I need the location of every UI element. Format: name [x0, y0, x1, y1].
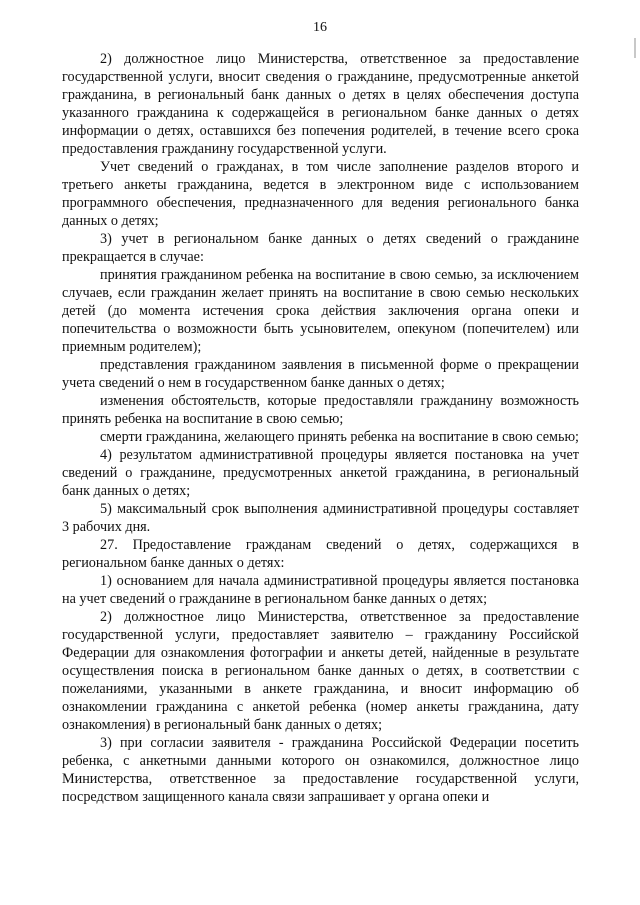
paragraph-section-27-item-3: 3) при согласии заявителя - гражданина Российской Федерации посетить ребенка, с анкетными данными которого он ознакомился, должностное лицо Министерства, ответственное за предоставление государственной услуги, посредством защищенного канала связи запрашивает у органа опеки и [62, 735, 579, 805]
paragraph-section-27-item-1: 1) основанием для начала административной процедуры является постановка на учет сведений о гражданине в региональном банке данных о детях; [62, 573, 579, 607]
paragraph-case-application: представления гражданином заявления в письменной форме о прекращении учета сведений о нем в государственном банке данных о детях; [62, 357, 579, 391]
paragraph-item-2-data-entry: 2) должностное лицо Министерства, ответственное за предоставление государственной услуги, вносит сведения о гражданине, предусмотренные анкетой гражданина, в региональный банк данных о детях в целях обеспечения доступа указанного гражданина к содержащейся в региональном банке данных о детях информации о детях, оставшихся без попечения родителей, в течение всего срока предоставления гражданину государственной услуги. [62, 51, 579, 157]
paragraph-section-27: 27. Предоставление гражданам сведений о детях, содержащихся в региональном банке данных о детях: [62, 537, 579, 571]
document-body [62, 50, 579, 806]
paragraph-item-3-termination: 3) учет в региональном банке данных о детях сведений о гражданине прекращается в случае: [62, 231, 579, 265]
paragraph-item-4-result: 4) результатом административной процедуры является постановка на учет сведений о гражданине, предусмотренных анкетой гражданина, в региональный банк данных о детях; [62, 447, 579, 499]
paragraph-item-5-deadline: 5) максимальный срок выполнения административной процедуры составляет 3 рабочих дня. [62, 501, 579, 535]
paragraph-case-circumstances: изменения обстоятельств, которые предоставляли гражданину возможность принять ребенка на воспитание в свою семью; [62, 393, 579, 427]
scan-edge-mark [634, 38, 636, 58]
paragraph-case-adoption: принятия гражданином ребенка на воспитание в свою семью, за исключением случаев, если гражданин желает принять на воспитание в свою семью нескольких детей (до момента истечения срока действия заключения органа опеки и попечительства о возможности быть усыновителем, опекуном (попечителем) или приемным родителем); [62, 267, 579, 355]
paragraph-case-death: смерти гражданина, желающего принять ребенка на воспитание в свою семью; [100, 429, 579, 445]
paragraph-electronic-records: Учет сведений о гражданах, в том числе заполнение разделов второго и третьего анкеты гражданина, ведется в электронном виде с использованием программного обеспечения, предназначенного для ведения регионального банка данных о детях; [62, 159, 579, 229]
paragraph-section-27-item-2: 2) должностное лицо Министерства, ответственное за предоставление государственной услуги, предоставляет заявителю – гражданину Российской Федерации для ознакомления фотографии и анкеты детей, найденные в результате осуществления поиска в региональном банке данных о детях, в соответствии с пожеланиями, указанными в анкете гражданина, и вносит информацию об ознакомлении гражданина с анкетой ребенка (номер анкеты гражданина, дату ознакомления) в региональный банк данных о детях; [62, 609, 579, 733]
page-number: 16 [313, 20, 327, 35]
